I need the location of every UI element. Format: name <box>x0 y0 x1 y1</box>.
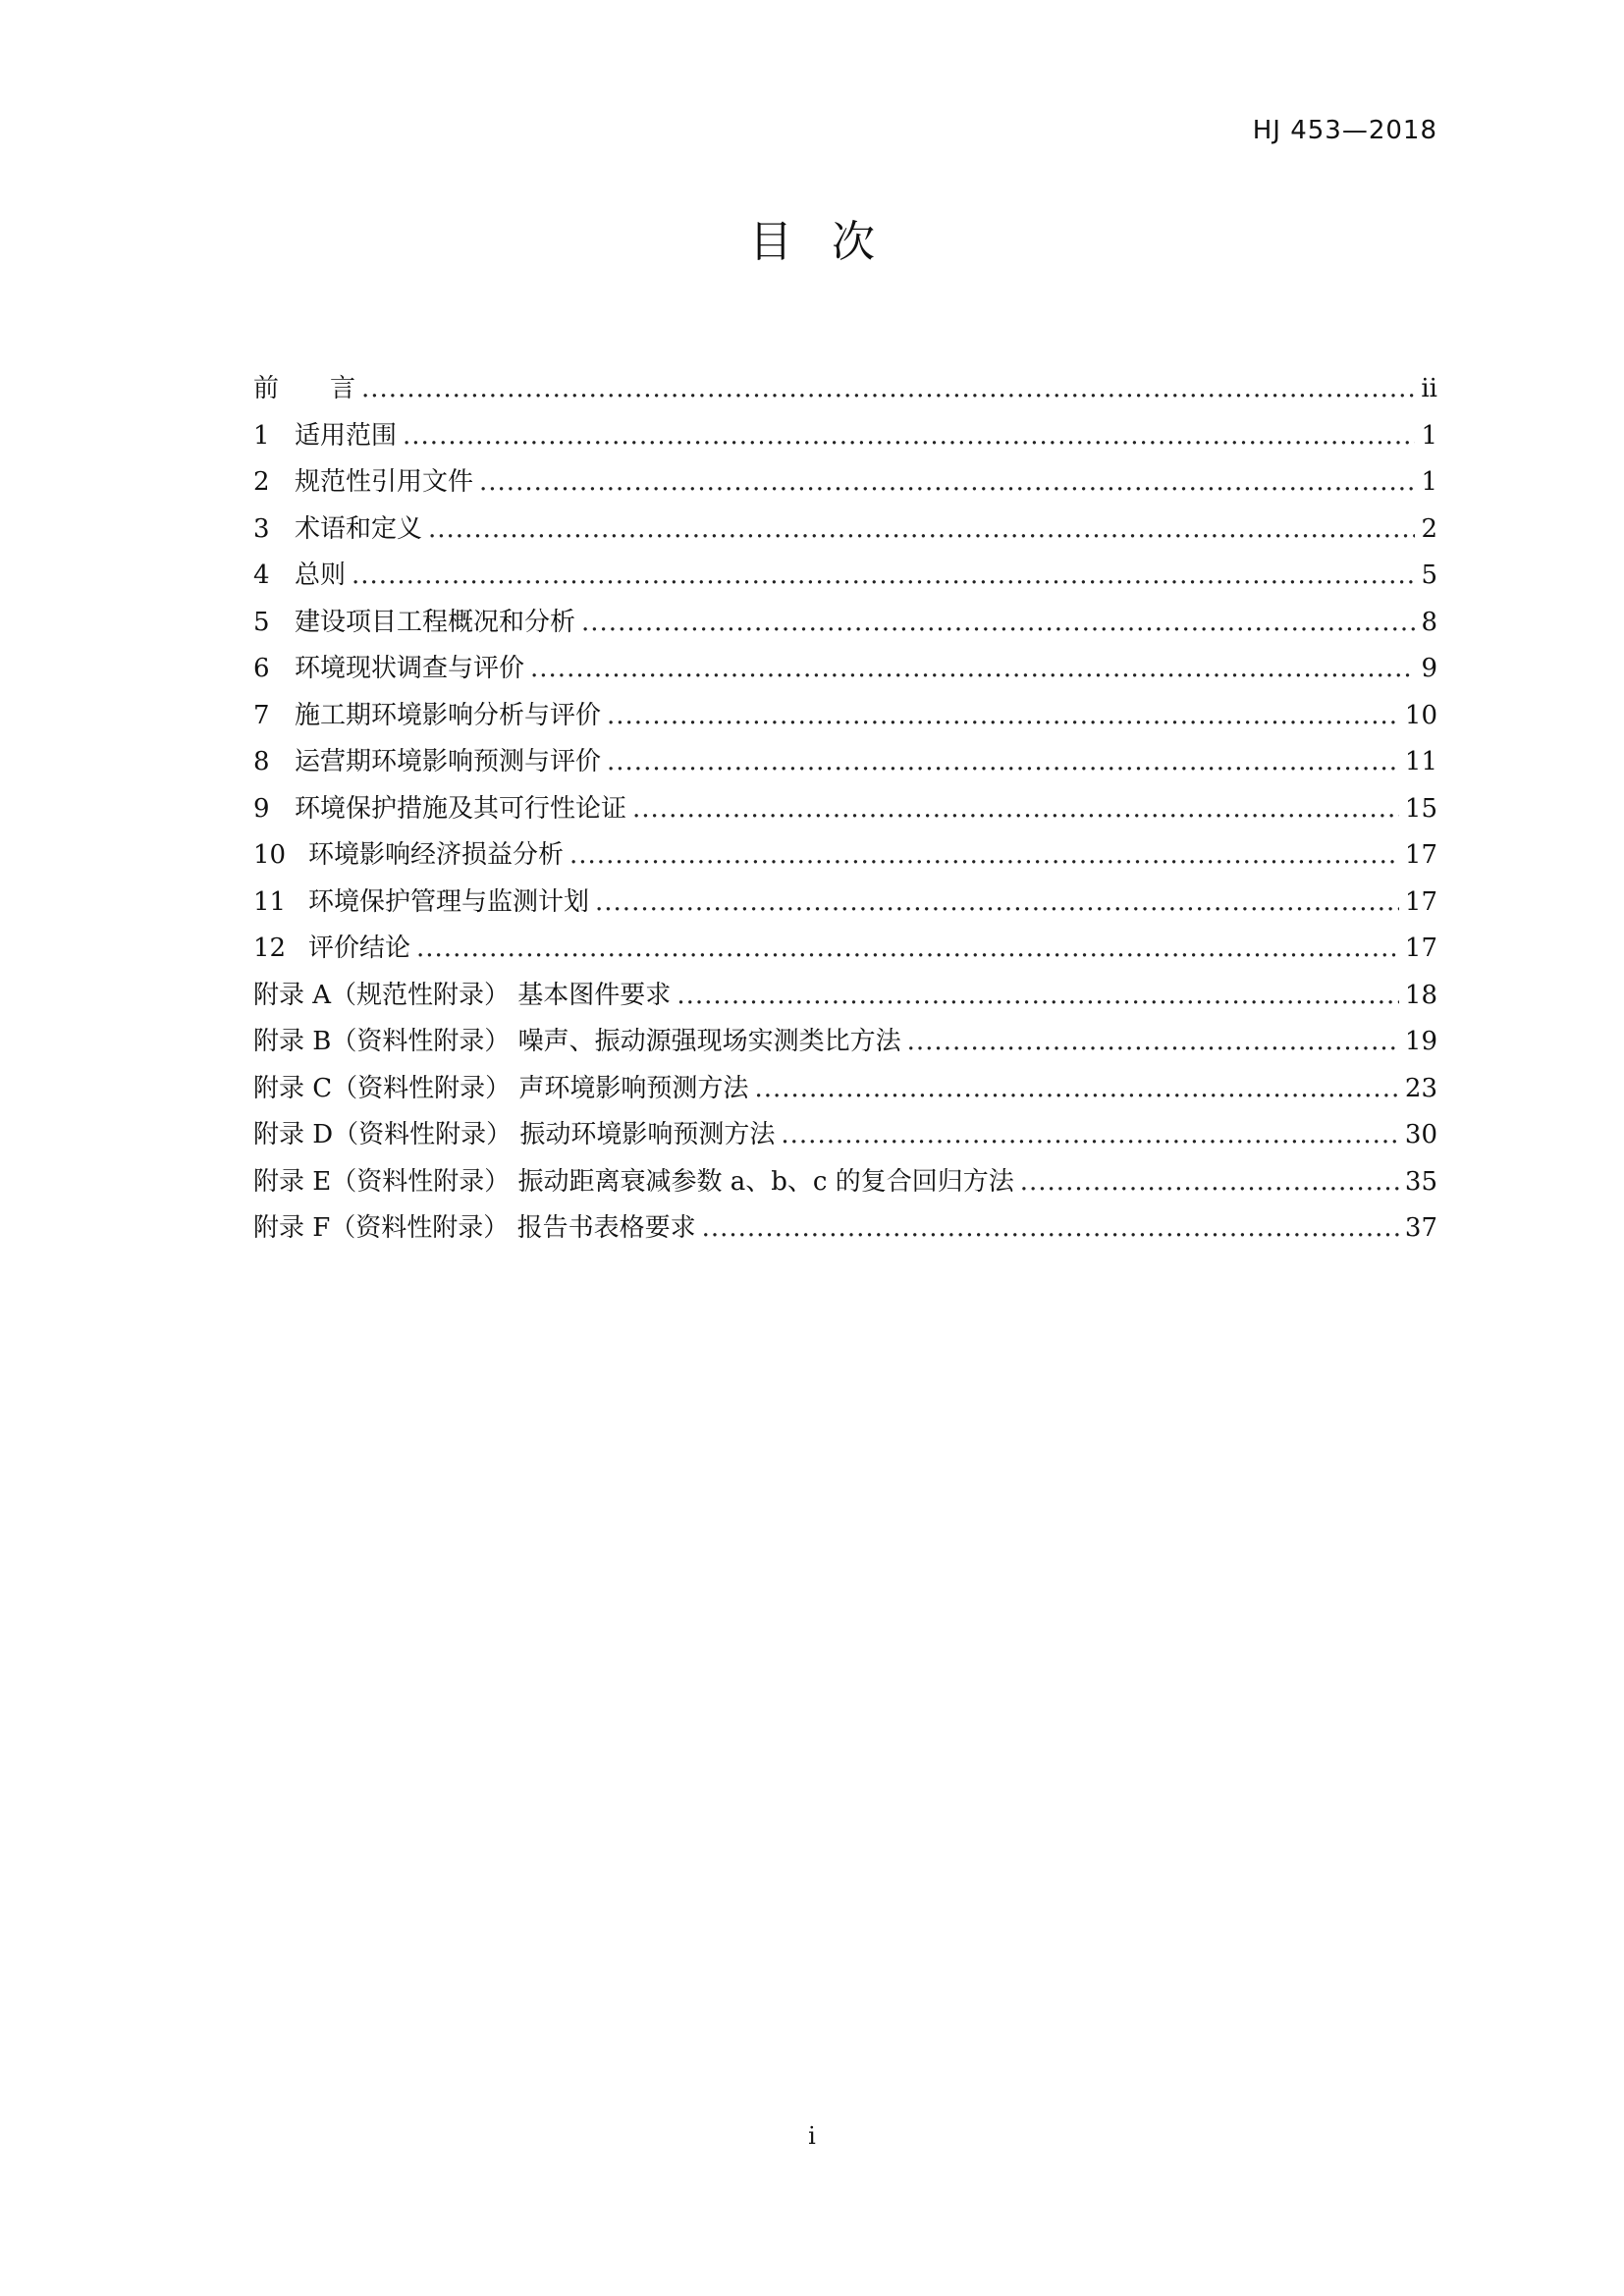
toc-entry-page: 23 <box>1404 1073 1437 1103</box>
toc-entry-page: 37 <box>1404 1213 1437 1243</box>
toc-entry-title: 附录 A（规范性附录） 基本图件要求 <box>253 980 672 1010</box>
toc-entry-preface[interactable] <box>253 368 1437 415</box>
toc-entry-title: 施工期环境影响分析与评价 <box>295 700 602 730</box>
toc-entry-page: 18 <box>1404 980 1437 1010</box>
toc-entry-number: 7 <box>253 700 270 730</box>
toc-leader <box>702 1213 1399 1243</box>
toc-entry-3[interactable] <box>253 508 1437 556</box>
page-title: 目次 <box>749 217 914 267</box>
toc-entry-5[interactable] <box>253 602 1437 649</box>
toc-entry-page: 17 <box>1404 934 1437 963</box>
toc-entry-page: 15 <box>1404 793 1437 824</box>
toc-leader <box>1020 1167 1399 1197</box>
toc-entry-1[interactable] <box>253 415 1437 462</box>
toc-entry-title: 适用范围 <box>295 420 398 451</box>
toc-entry-appendix-b[interactable] <box>253 1021 1437 1068</box>
toc-leader <box>754 1074 1398 1103</box>
toc-entry-number: 12 <box>253 934 287 963</box>
toc-leader <box>352 561 1415 590</box>
document-code: HJ 453—2018 <box>1252 116 1437 145</box>
toc-leader <box>416 934 1399 963</box>
toc-entry-title: 前 言 <box>253 374 356 403</box>
toc-entry-11[interactable] <box>253 881 1437 929</box>
toc-entry-title: 规范性引用文件 <box>295 467 474 497</box>
toc-entry-title: 附录 E（资料性附录） 振动距离衰减参数 a、b、c 的复合回归方法 <box>253 1166 1014 1197</box>
toc-entry-title: 附录 B（资料性附录） 噪声、振动源强现场实测类比方法 <box>253 1027 901 1056</box>
toc-entry-2[interactable] <box>253 461 1437 508</box>
toc-entry-title: 环境保护措施及其可行性论证 <box>295 793 627 824</box>
toc-entry-appendix-d[interactable] <box>253 1114 1437 1161</box>
toc-entry-8[interactable] <box>253 741 1437 788</box>
toc-entry-page: 5 <box>1421 561 1437 590</box>
toc-entry-number: 6 <box>253 654 270 683</box>
toc-entry-title: 术语和定义 <box>295 513 423 544</box>
toc-entry-7[interactable] <box>253 695 1437 742</box>
toc-entry-12[interactable] <box>253 928 1437 975</box>
toc-entry-6[interactable] <box>253 648 1437 695</box>
toc-entry-title: 总则 <box>295 561 347 590</box>
toc-leader <box>530 654 1415 683</box>
toc-entry-title: 环境现状调查与评价 <box>295 654 525 683</box>
toc-entry-page: 1 <box>1421 467 1437 497</box>
toc-entry-number: 4 <box>253 561 270 590</box>
toc-entry-number: 1 <box>253 420 270 451</box>
toc-leader <box>569 840 1399 870</box>
toc-entry-page: 2 <box>1421 513 1437 544</box>
toc-entry-number: 3 <box>253 513 270 544</box>
toc-leader <box>781 1120 1399 1149</box>
table-of-contents <box>253 368 1437 1255</box>
toc-leader <box>479 467 1415 497</box>
toc-entry-page: 35 <box>1404 1166 1437 1197</box>
page-number: i <box>808 2122 816 2150</box>
toc-entry-number: 2 <box>253 467 270 497</box>
toc-entry-title: 运营期环境影响预测与评价 <box>295 747 602 776</box>
toc-entry-appendix-e[interactable] <box>253 1161 1437 1208</box>
toc-entry-title: 建设项目工程概况和分析 <box>295 607 576 637</box>
toc-leader <box>607 701 1399 730</box>
toc-entry-page: 1 <box>1421 420 1437 451</box>
toc-entry-9[interactable] <box>253 788 1437 835</box>
toc-entry-page: ii <box>1421 374 1437 403</box>
toc-entry-number: 11 <box>253 886 287 917</box>
toc-leader <box>677 981 1399 1010</box>
toc-leader <box>403 421 1415 451</box>
toc-entry-page: 10 <box>1404 700 1437 730</box>
toc-leader <box>428 514 1415 544</box>
toc-entry-title: 评价结论 <box>308 934 411 963</box>
toc-leader <box>907 1027 1399 1056</box>
toc-entry-title: 附录 C（资料性附录） 声环境影响预测方法 <box>253 1073 749 1103</box>
toc-leader <box>581 608 1415 637</box>
toc-entry-page: 17 <box>1404 840 1437 870</box>
toc-entry-page: 19 <box>1404 1027 1437 1056</box>
toc-entry-appendix-c[interactable] <box>253 1068 1437 1115</box>
toc-entry-page: 17 <box>1404 886 1437 917</box>
toc-entry-title: 环境保护管理与监测计划 <box>308 886 590 917</box>
toc-leader <box>361 374 1415 403</box>
toc-entry-number: 5 <box>253 607 270 637</box>
toc-entry-title: 环境影响经济损益分析 <box>308 840 565 870</box>
toc-entry-appendix-f[interactable] <box>253 1207 1437 1255</box>
toc-entry-number: 8 <box>253 747 270 776</box>
toc-entry-page: 9 <box>1421 654 1437 683</box>
toc-leader <box>632 794 1399 824</box>
toc-entry-appendix-a[interactable] <box>253 975 1437 1022</box>
toc-entry-title: 附录 D（资料性附录） 振动环境影响预测方法 <box>253 1120 776 1149</box>
toc-entry-number: 9 <box>253 793 270 824</box>
toc-entry-number: 10 <box>253 840 287 870</box>
toc-entry-10[interactable] <box>253 834 1437 881</box>
toc-entry-page: 8 <box>1421 607 1437 637</box>
toc-leader <box>595 887 1399 917</box>
toc-entry-page: 30 <box>1404 1120 1437 1149</box>
toc-entry-4[interactable] <box>253 555 1437 602</box>
toc-entry-title: 附录 F（资料性附录） 报告书表格要求 <box>253 1213 696 1243</box>
toc-leader <box>607 747 1399 776</box>
toc-entry-page: 11 <box>1404 747 1437 776</box>
